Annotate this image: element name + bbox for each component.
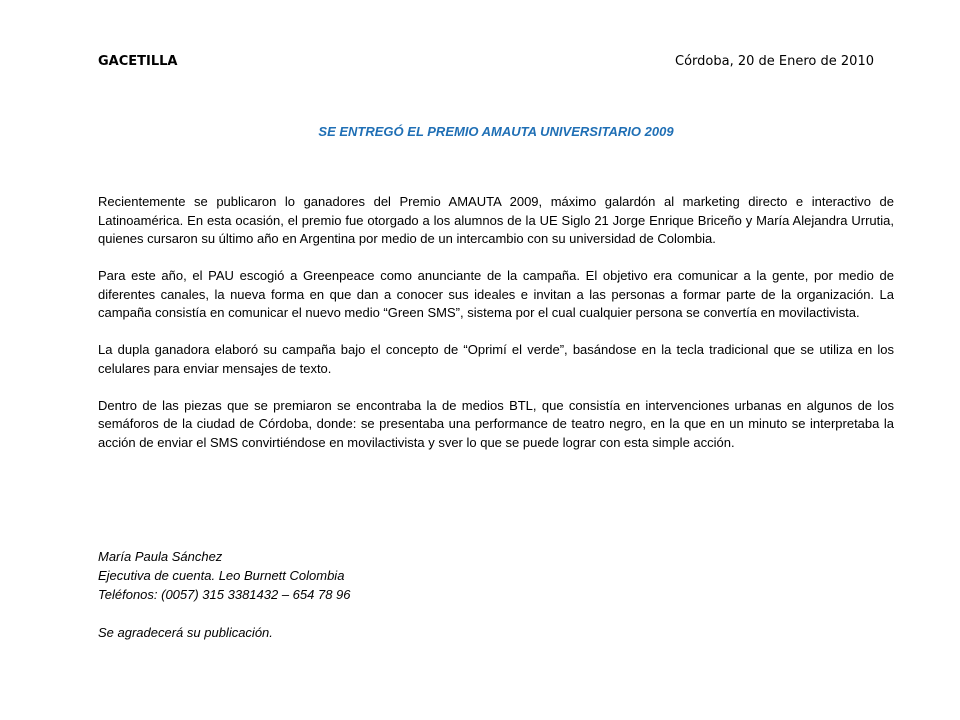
place-date: Córdoba, 20 de Enero de 2010: [675, 54, 874, 69]
paragraph: Dentro de las piezas que se premiaron se encontraba la de medios BTL, que consistía en intervenciones urbanas en algunos de los semáforos de la ciudad de Córdoba, donde: se presentaba una performance de teatro negro, en la que en un minuto se interpretaba la acción de enviar el SMS convirtiéndose en movilactivista y sver lo que se puede lograr con esta simple acción.: [98, 397, 894, 450]
article-body: [98, 193, 894, 471]
paragraph: La dupla ganadora elaboró su campaña bajo el concepto de “Oprimí el verde”, basándose en la tecla tradicional que se utiliza en los celulares para enviar mensajes de texto.: [98, 342, 894, 376]
paragraph: Para este año, el PAU escogió a Greenpeace como anunciante de la campaña. El objetivo era comunicar a la gente, por medio de diferentes canales, la nueva forma en que dan a conocer sus ideales e invitan a las personas a formar parte de la organización. La campaña consistía en comunicar el nuevo medio “Green SMS”, sistema por el cual cualquier persona se convertía en movilactivista.: [98, 268, 894, 320]
signature-block: [98, 547, 894, 642]
press-release-page: [98, 0, 894, 720]
headline: SE ENTREGÓ EL PREMIO AMAUTA UNIVERSITARIO 2009: [318, 124, 674, 139]
document-header: [98, 54, 874, 69]
paragraph: Recientemente se publicaron lo ganadores del Premio AMAUTA 2009, máximo galardón al marketing directo e interactivo de Latinoamérica. En esta ocasión, el premio fue otorgado a los alumnos de la UE Siglo 21 Jorge Enrique Briceño y María Alejandra Urrutia, quienes cursaron su último año en Argentina por medio de un intercambio con su universidad de Colombia.: [98, 194, 894, 246]
document-type-label: GACETILLA: [98, 54, 178, 69]
closing-note: Se agradecerá su publicación.: [98, 625, 273, 640]
signature-phones: Teléfonos: (0057) 315 3381432 – 654 78 96: [98, 587, 351, 602]
signature-role: Ejecutiva de cuenta. Leo Burnett Colombia: [98, 568, 345, 583]
signature-name: María Paula Sánchez: [98, 549, 223, 564]
